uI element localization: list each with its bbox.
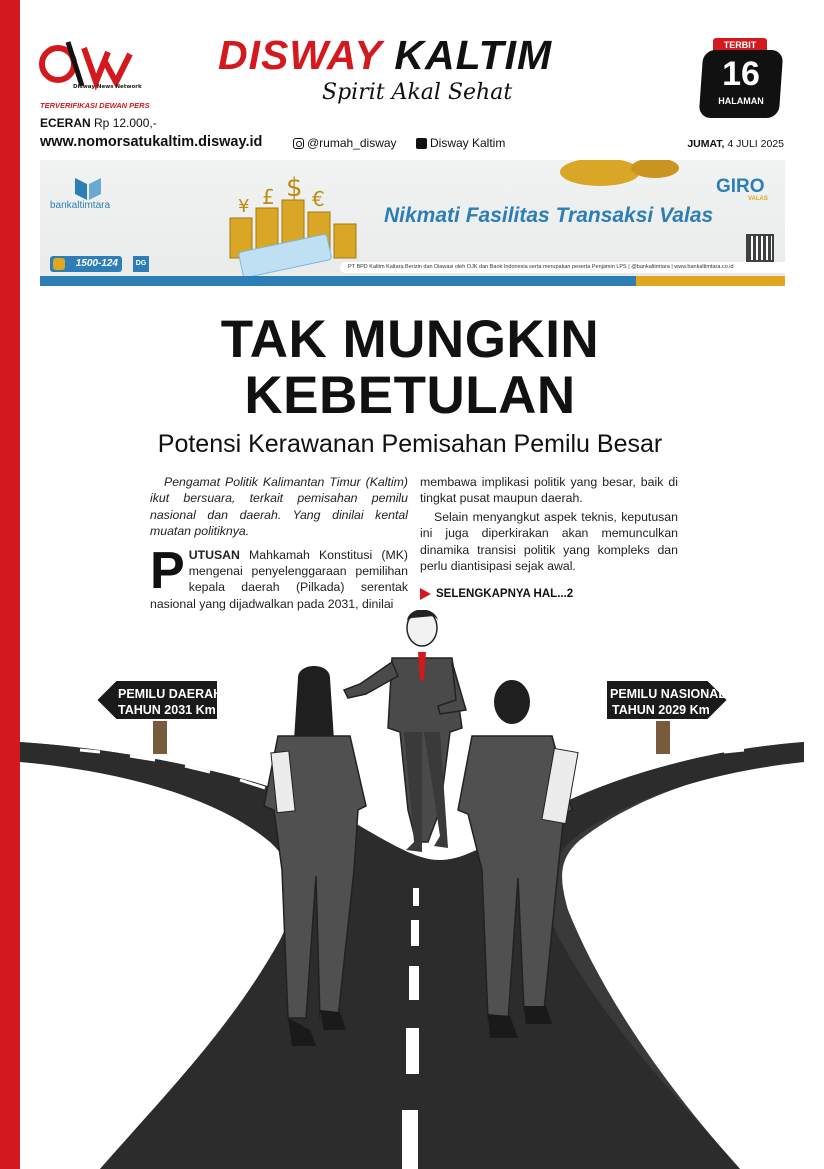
lead-word: UTUSAN [188, 547, 240, 562]
headline-line-2: KEBETULAN [244, 366, 576, 425]
crossroads-illustration [20, 610, 804, 1169]
article-column-1 [150, 474, 408, 612]
app-badge: DG [133, 256, 149, 272]
ad-phone-number: 1500-124 [50, 256, 122, 272]
drop-cap: P [150, 541, 185, 600]
instagram-handle[interactable] [293, 136, 397, 150]
sign-right-line-1: PEMILU NASIONAL [610, 687, 726, 701]
gold-coins-icon [560, 160, 680, 198]
arrow-right-icon [420, 588, 431, 600]
badge-bottom-label: HALAMAN [718, 96, 764, 106]
article-paragraph-2: Selain menyangkut aspek teknis, keputusan ini juga diperkirakan akan memunculkan dinamika transisi politik yang kompleks dan perlu diantisipasi sejak awal. [420, 509, 678, 574]
tagline: Spirit Akal Sehat [322, 80, 513, 105]
ad-headline: Nikmati Fasilitas Transaksi Valas [384, 204, 714, 227]
sign-left [96, 680, 222, 754]
website-link[interactable]: www.nomorsatukaltim.disway.id [40, 134, 263, 150]
facebook-icon [416, 138, 427, 149]
brand-title-black: KALTIM [394, 32, 553, 78]
left-red-bar [0, 0, 20, 1169]
continue-text: SELENGKAPNYA HAL...2 [436, 588, 574, 600]
bank-logo-icon [75, 178, 101, 202]
price-label: ECERAN [40, 116, 91, 130]
ad-product-sub: VALAS [748, 196, 768, 202]
instagram-icon [293, 138, 304, 149]
main-headline [150, 312, 670, 424]
ad-footer-bar [40, 276, 785, 286]
disway-logo [38, 38, 142, 110]
sign-left-line-1: PEMILU DAERAH [118, 687, 223, 701]
svg-text:£: £ [262, 185, 275, 209]
badge-top-label: TERBIT [713, 38, 767, 52]
article-column-2 [420, 474, 678, 574]
brand-title [218, 32, 628, 79]
bank-advertisement[interactable] [40, 160, 785, 286]
sign-right-line-2: TAHUN 2029 Km [612, 703, 710, 717]
paragraph-1-text: Mahkamah Konstitusi (MK) mengenai penyelenggaraan pemilihan kepala daerah (Pilkada) serentak nasional yang dijadwalkan pada 2031, dinilai [150, 547, 408, 611]
date-rest: 4 JULI 2025 [727, 138, 784, 150]
headline-line-1: TAK MUNGKIN [220, 310, 600, 369]
article-paragraph-1-cont: membawa implikasi politik yang besar, baik di tingkat pusat maupun daerah. [420, 475, 678, 506]
network-label: Disway News Network [73, 84, 142, 90]
article-paragraph-1 [150, 541, 408, 613]
ad-disclaimer: PT BPD Kaltim Kaltara Berizin dan Diawasi oleh OJK dan Bank Indonesia serta merupakan peserta Penjamin LPS | @bankaltimtara | www.bankaltimtara.co.id [340, 262, 785, 273]
date-day: JUMAT, [687, 138, 725, 150]
bank-name: bankaltimtara [50, 200, 111, 211]
instagram-text: @rumah_disway [307, 136, 397, 150]
svg-text:¥: ¥ [238, 196, 250, 217]
retail-price [40, 116, 157, 130]
page-count-badge [699, 38, 785, 120]
svg-text:€: € [312, 187, 325, 211]
sub-headline: Potensi Kerawanan Pemisahan Pemilu Besar [157, 430, 663, 458]
issue-date [687, 138, 784, 150]
price-value: Rp 12.000,- [94, 116, 157, 130]
brand-title-red: DISWAY [218, 32, 382, 78]
ad-product: GIRO [716, 176, 765, 197]
facebook-handle[interactable] [416, 136, 505, 150]
qr-code [746, 234, 774, 262]
sign-left-line-2: TAHUN 2031 Km [118, 703, 216, 717]
verified-label: TERVERIFIKASI DEWAN PERS [40, 101, 150, 110]
article-intro: Pengamat Politik Kalimantan Timur (Kaltim) ikut bersuara, terkait pemisahan pemilu nasional dan daerah. Yang dinilai kental muatan politiknya. [150, 475, 408, 539]
sign-right [606, 680, 728, 754]
continue-link[interactable] [420, 588, 573, 600]
center-figure [344, 610, 466, 852]
svg-text:$: $ [286, 173, 303, 203]
facebook-text: Disway Kaltim [430, 136, 506, 150]
badge-number: 16 [722, 55, 760, 93]
